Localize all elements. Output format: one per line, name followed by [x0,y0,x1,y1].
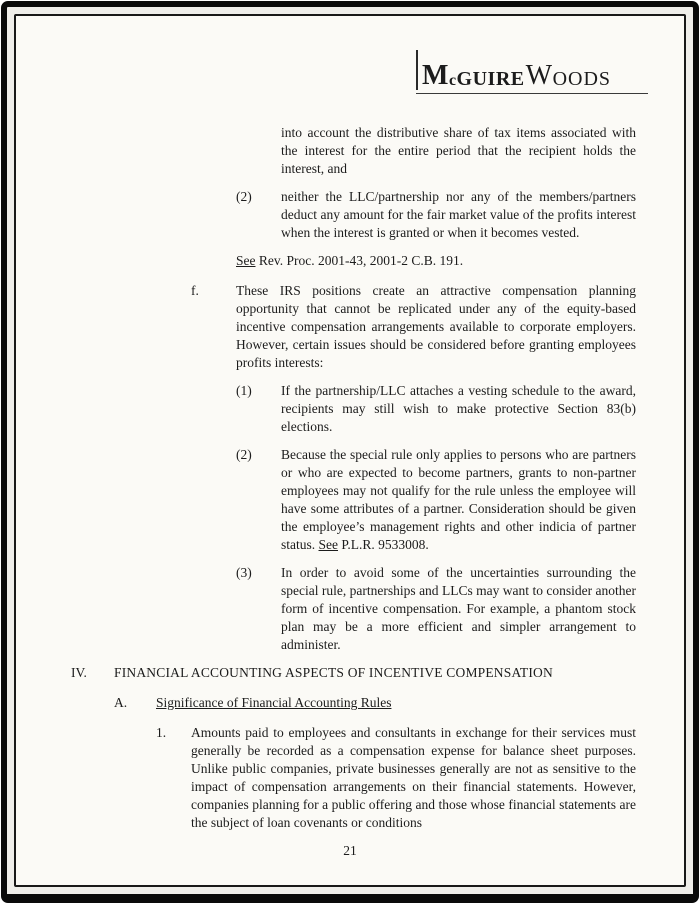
letterhead-rule [416,93,648,94]
page-footer [16,843,684,859]
paragraph-text: into account the distributive share of tax items associated with the interest for the entire period that the recipient holds the interest, and [281,125,636,176]
subsection-heading-label: A. [114,695,128,710]
subsection-heading-title [156,694,636,712]
sublist-item-2 [236,446,636,554]
section-heading-iv [71,664,636,682]
sublist-text-before: Because the special rule only applies to persons who are partners or who are expected to become partners, grants to non-partner employees may not qualify for the rule unless the employee will have some attributes of a partner. Consideration should be given the employee’s management rights and other indicia of partner status. [281,447,636,552]
sublist-item-text [281,446,636,554]
scanned-document [1,1,699,903]
sublist-item-1 [236,382,636,436]
sublist-text-see: See [318,537,339,552]
sublist-item-3 [236,564,636,654]
paragraph-continuation [281,124,636,178]
section-heading-label: IV. [71,665,87,680]
numbered-paragraph-text: Amounts paid to employees and consultants in exchange for their services must generally be recorded as a compensation expense for balance sheet purposes. Unlike public companies, private businesses generally are not as sensitive to the impact of compensation arrangements on their financial statements. However, companies planning for a public offering and those whose financial statements are the subject of loan covenants or conditions [191,725,636,830]
sublist-item-label: (2) [236,447,252,462]
sublist-item-text: If the partnership/LLC attaches a vesting schedule to the award, recipients may still wish to make protective Section 83(b) elections. [281,383,636,434]
list-item-2 [236,188,636,242]
page-number: 21 [343,843,357,858]
logo-text-m: M [422,60,449,91]
outline-item-text: These IRS positions create an attractive compensation planning opportunity that cannot be replicated under any of the equity-based incentive compensation arrangements available to corporate employers. However, certain issues should be considered before granting employees profits interests: [236,283,636,370]
outline-item-f [191,282,636,372]
sublist-item-text: In order to avoid some of the uncertainties surrounding the special rule, partnerships and LLCs may want to consider another form of incentive compensation. For example, a phantom stock plan may be a more efficient and simpler arrangement to administer. [281,565,636,652]
numbered-paragraph-1 [156,724,636,832]
sublist-item-label: (1) [236,383,252,398]
logo-text-w: W [525,60,553,91]
list-item-text: neither the LLC/partnership nor any of the members/partners deduct any amount for the fair market value of the profits interest when the interest is granted or when it becomes vested. [281,189,636,240]
document-page [14,14,686,887]
citation-rest: Rev. Proc. 2001-43, 2001-2 C.B. 191. [255,253,464,268]
mcguirewoods-logo [416,50,648,90]
sublist-item-label: (3) [236,565,252,580]
outline-item-label: f. [191,283,199,298]
logo-text-oods: OODS [552,68,612,90]
subsection-heading-underlined: Significance of Financial Accounting Rules [156,695,392,710]
citation-text [236,252,463,270]
logo-bar-icon [416,50,418,90]
logo-text-guire: GUIRE [456,68,525,90]
subsection-heading-a [114,694,636,712]
citation-line [236,252,636,270]
sublist-text-after: P.L.R. 9533008. [338,537,429,552]
list-item-label: (2) [236,189,252,204]
citation-see: See [236,253,256,268]
document-body [16,124,636,842]
logo-text-c: c [448,72,457,89]
numbered-paragraph-label: 1. [156,725,167,740]
section-heading-title: FINANCIAL ACCOUNTING ASPECTS OF INCENTIVE COMPENSATION [114,665,553,680]
letterhead [416,50,648,94]
